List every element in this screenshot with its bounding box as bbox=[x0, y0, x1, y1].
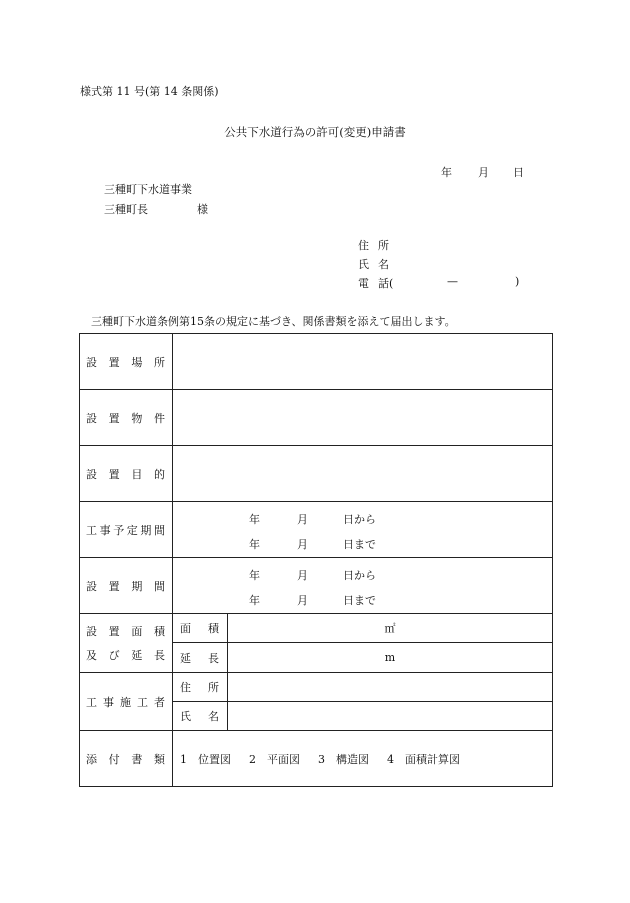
attachment-item: 2 平面図 bbox=[249, 752, 300, 766]
field-contractor-name[interactable] bbox=[228, 702, 553, 731]
application-form-table bbox=[79, 333, 553, 787]
row-location bbox=[80, 334, 553, 390]
label-contractor-address: 住 所 bbox=[173, 673, 228, 702]
label-area: 面 積 bbox=[173, 614, 228, 643]
label-length: 延 長 bbox=[173, 643, 228, 673]
row-object bbox=[80, 390, 553, 446]
attachment-item: 1 位置図 bbox=[180, 752, 231, 766]
work-to-day: 日まで bbox=[343, 537, 376, 551]
row-attachments bbox=[80, 731, 553, 787]
applicant-phone-label: 電 話( bbox=[358, 277, 394, 290]
label-contractor: 工 事 施 工 者 bbox=[80, 673, 173, 731]
install-to-year: 年 bbox=[249, 593, 260, 607]
field-object[interactable] bbox=[173, 390, 553, 446]
label-contractor-name: 氏 名 bbox=[173, 702, 228, 731]
work-from-month: 月 bbox=[297, 512, 308, 526]
addressee-mayor: 三種町長 bbox=[104, 203, 148, 216]
phone-close: ) bbox=[515, 275, 520, 288]
date-month: 月 bbox=[478, 166, 489, 179]
work-from-year: 年 bbox=[249, 512, 260, 526]
row-work-period bbox=[80, 502, 553, 558]
label-purpose: 設 置 目 的 bbox=[80, 446, 173, 502]
field-contractor-address[interactable] bbox=[228, 673, 553, 702]
field-length[interactable] bbox=[228, 643, 553, 673]
length-unit: m bbox=[384, 651, 396, 664]
field-work-period[interactable] bbox=[173, 502, 553, 558]
area-unit: ㎡ bbox=[384, 622, 396, 635]
applicant-address-label: 住 所 bbox=[358, 239, 389, 252]
work-from-day: 日から bbox=[343, 512, 376, 526]
addressee-honorific: 様 bbox=[197, 203, 208, 216]
applicant-name-label: 氏 名 bbox=[358, 258, 389, 271]
row-area bbox=[80, 614, 553, 643]
row-install-period bbox=[80, 558, 553, 614]
attachment-item: 4 面積計算図 bbox=[387, 752, 460, 766]
label-attachments: 添 付 書 類 bbox=[80, 731, 173, 787]
field-attachments bbox=[173, 731, 553, 787]
document-title: 公共下水道行為の許可(変更)申請書 bbox=[224, 125, 406, 139]
row-contractor-address bbox=[80, 673, 553, 702]
field-location[interactable] bbox=[173, 334, 553, 390]
install-from-year: 年 bbox=[249, 568, 260, 582]
date-day: 日 bbox=[513, 166, 524, 179]
label-object: 設 置 物 件 bbox=[80, 390, 173, 446]
phone-dash: — bbox=[447, 275, 458, 288]
install-from-month: 月 bbox=[297, 568, 308, 582]
install-to-day: 日まで bbox=[343, 593, 376, 607]
label-location: 設 置 場 所 bbox=[80, 334, 173, 390]
install-from-day: 日から bbox=[343, 568, 376, 582]
date-year: 年 bbox=[441, 166, 452, 179]
statement-text: 三種町下水道条例第15条の規定に基づき、関係書類を添えて届出します。 bbox=[91, 315, 456, 328]
field-purpose[interactable] bbox=[173, 446, 553, 502]
addressee-org: 三種町下水道事業 bbox=[104, 183, 192, 196]
work-to-year: 年 bbox=[249, 537, 260, 551]
install-to-month: 月 bbox=[297, 593, 308, 607]
form-number: 様式第 11 号(第 14 条関係) bbox=[80, 85, 219, 98]
field-install-period[interactable] bbox=[173, 558, 553, 614]
field-area[interactable] bbox=[228, 614, 553, 643]
label-work-period: 工 事 予 定 期 間 bbox=[80, 502, 173, 558]
label-area-length: 設 置 面 積 及 び 延 長 bbox=[80, 614, 173, 673]
work-to-month: 月 bbox=[297, 537, 308, 551]
row-purpose bbox=[80, 446, 553, 502]
label-install-period: 設 置 期 間 bbox=[80, 558, 173, 614]
attachment-item: 3 構造図 bbox=[318, 752, 369, 766]
